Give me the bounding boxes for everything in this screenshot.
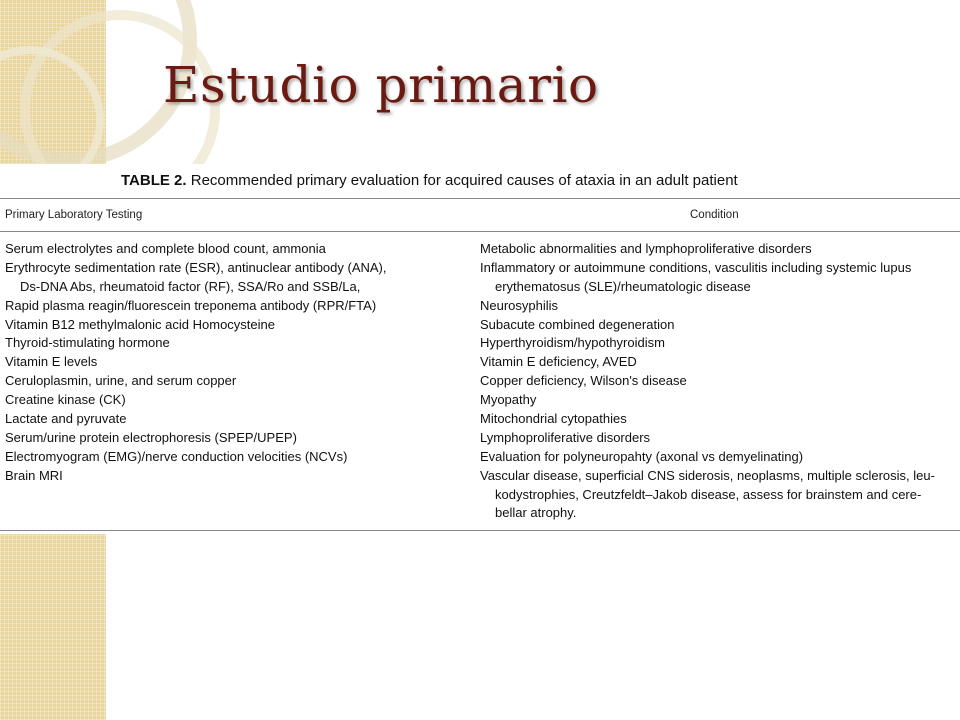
testing-column	[5, 240, 475, 486]
table-cell-testing: Erythrocyte sedimentation rate (ESR), antinuclear antibody (ANA),	[5, 259, 387, 275]
table-cell-condition: Lymphoproliferative disorders	[480, 429, 651, 445]
table-cell-condition: Vascular disease, superficial CNS siderosis, neoplasms, multiple sclerosis, leu-	[480, 467, 935, 483]
table-cell-condition: Hyperthyroidism/hypothyroidism	[480, 335, 665, 351]
table-cell-condition: Subacute combined degeneration	[480, 316, 675, 332]
table-cell-testing: Electromyogram (EMG)/nerve conduction velocities (NCVs)	[5, 448, 348, 464]
table-bottom-rule	[0, 530, 960, 531]
table-cell-condition: Vitamin E deficiency, AVED	[480, 354, 637, 370]
table-cell-testing: Lactate and pyruvate	[5, 411, 127, 427]
table-panel	[0, 164, 960, 534]
table-cell-condition: Inflammatory or autoimmune conditions, vasculitis including systemic lupus	[480, 259, 912, 275]
table-caption	[121, 172, 738, 189]
table-cell-testing: Thyroid-stimulating hormone	[5, 335, 170, 351]
table-cell-condition: Myopathy	[480, 392, 537, 408]
table-cell-testing: Serum electrolytes and complete blood count, ammonia	[5, 241, 326, 256]
table-cell-condition: Evaluation for polyneuropahty (axonal vs demyelinating)	[480, 448, 804, 464]
table-cell-testing: Brain MRI	[5, 467, 63, 483]
table-cell-condition: Neurosyphilis	[480, 297, 559, 313]
column-header-testing: Primary Laboratory Testing	[5, 209, 143, 221]
table-cell-condition: Mitochondrial cytopathies	[480, 411, 627, 427]
table-cell-testing: Ceruloplasmin, urine, and serum copper	[5, 373, 237, 389]
slide-title: Estudio primario	[163, 56, 599, 114]
condition-column	[480, 240, 950, 523]
table-cell-condition: erythematosus (SLE)/rheumatologic disease	[495, 278, 751, 294]
table-caption-label: TABLE 2.	[121, 172, 187, 189]
table-cell-condition: kodystrophies, Creutzfeldt–Jakob disease, assess for brainstem and cere-	[495, 486, 922, 502]
table-cell-condition: bellar atrophy.	[495, 505, 577, 521]
column-header-condition: Condition	[690, 209, 739, 221]
table-cell-testing: Ds-DNA Abs, rheumatoid factor (RF), SSA/Ro and SSB/La,	[20, 278, 361, 294]
table-caption-text: Recommended primary evaluation for acquired causes of ataxia in an adult patient	[190, 172, 738, 189]
table-cell-testing: Rapid plasma reagin/fluorescein treponema antibody (RPR/FTA)	[5, 297, 377, 313]
table-cell-testing: Creatine kinase (CK)	[5, 392, 126, 408]
table-cell-condition: Metabolic abnormalities and lymphoproliferative disorders	[480, 241, 812, 256]
table-cell-testing: Serum/urine protein electrophoresis (SPEP/UPEP)	[5, 429, 297, 445]
table-cell-condition: Copper deficiency, Wilson's disease	[480, 373, 687, 389]
table-cell-testing: Vitamin B12 methylmalonic acid Homocysteine	[5, 316, 275, 332]
table-cell-testing: Vitamin E levels	[5, 354, 98, 370]
table-header	[0, 198, 960, 232]
